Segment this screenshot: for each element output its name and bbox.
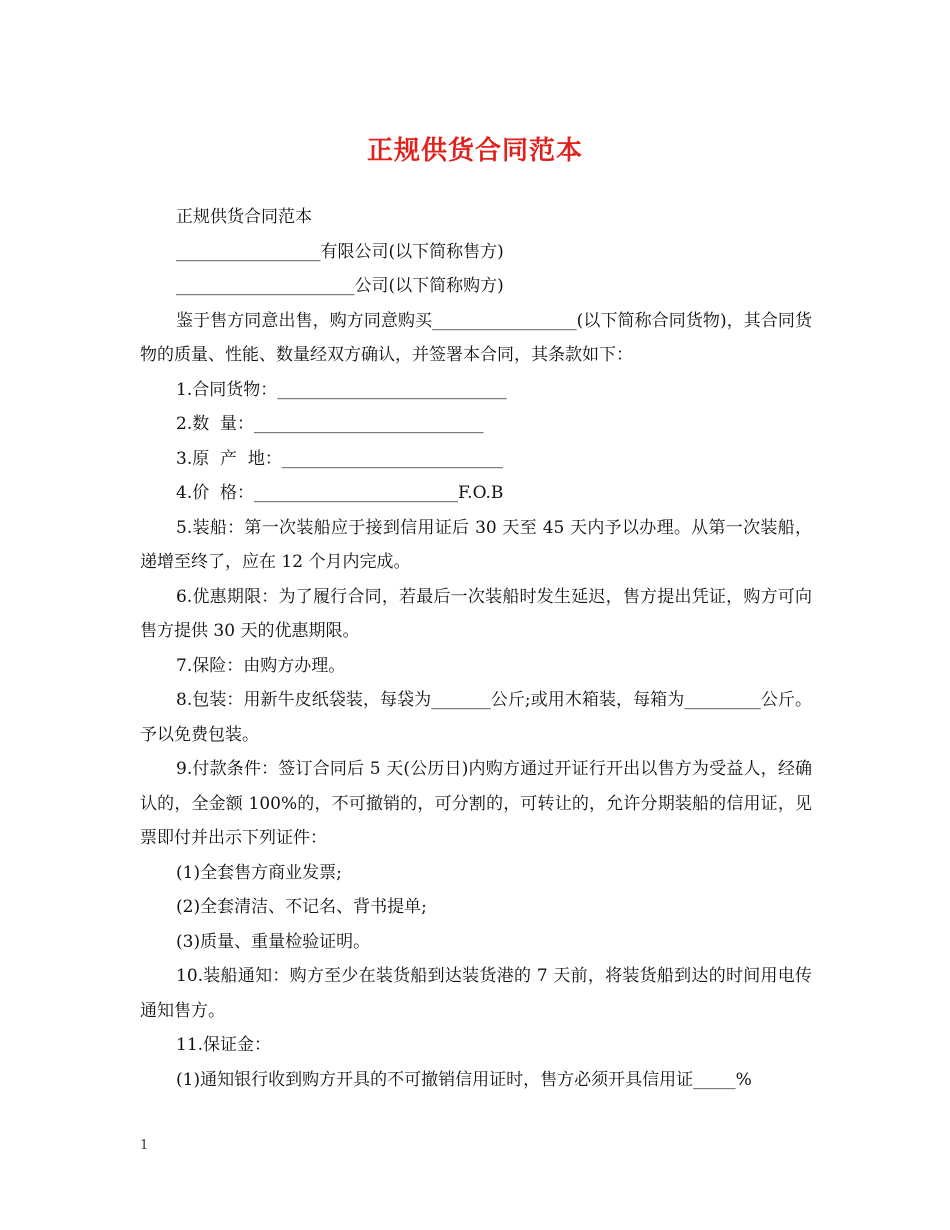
clause-payment: 9.付款条件：签订合同后 5 天(公历日)内购方通过开证行开出以售方为受益人，经确认的，全金额 100%的，不可撤销的，可分割的，可转让的，允许分期装船的信用证，见票即付并出示下列证件： (140, 759, 812, 848)
clause-quantity: 2.数 量：___________________________ (176, 414, 484, 434)
clause-grace-period: 6.优惠期限：为了履行合同，若最后一次装船时发生延迟，售方提出凭证，购方可向售方提供 30 天的优惠期限。 (140, 586, 812, 641)
clause-shipping-notice: 10.装船通知：购方至少在装货船到达装货港的 7 天前，将装货船到达的时间用电传通知售方。 (140, 966, 812, 1021)
clause-origin: 3.原 产 地：__________________________ (176, 448, 503, 469)
page-number: 1 (140, 1138, 149, 1153)
clause-price: 4.价 格：________________________F.O.B (176, 483, 504, 503)
clause-insurance: 7.保险：由购方办理。 (176, 655, 346, 676)
clause-deposit: 11.保证金： (176, 1035, 272, 1055)
clause-packing: 8.包装：用新牛皮纸袋装，每袋为_______公斤;或用木箱装，每箱为_________公斤。予以免费包装。 (140, 690, 812, 745)
paragraph-buyer: _____________________公司(以下简称购方) (176, 276, 504, 296)
paragraph-seller: _________________有限公司(以下简称售方) (176, 241, 504, 262)
deposit-item-1: (1)通知银行收到购方开具的不可撤销信用证时，售方必须开具信用证_____% (176, 1069, 752, 1090)
paragraph-heading: 正规供货合同范本 (176, 207, 312, 227)
clause-shipment: 5.装船：第一次装船应于接到信用证后 30 天至 45 天内予以办理。从第一次装船，递增至终了，应在 12 个月内完成。 (140, 517, 812, 572)
document-title: 正规供货合同范本 (366, 136, 583, 166)
document-body (140, 200, 812, 1097)
paragraph-preamble: 鉴于售方同意出售，购方同意购买_________________(以下简称合同货物)，其合同货物的质量、性能、数量经双方确认，并签署本合同，其条款如下： (140, 310, 812, 365)
payment-document-2: (2)全套清洁、不记名、背书提单; (176, 897, 427, 917)
clause-goods: 1.合同货物：___________________________ (176, 379, 507, 400)
payment-document-1: (1)全套售方商业发票; (176, 862, 342, 883)
payment-document-3: (3)质量、重量检验证明。 (176, 931, 371, 952)
